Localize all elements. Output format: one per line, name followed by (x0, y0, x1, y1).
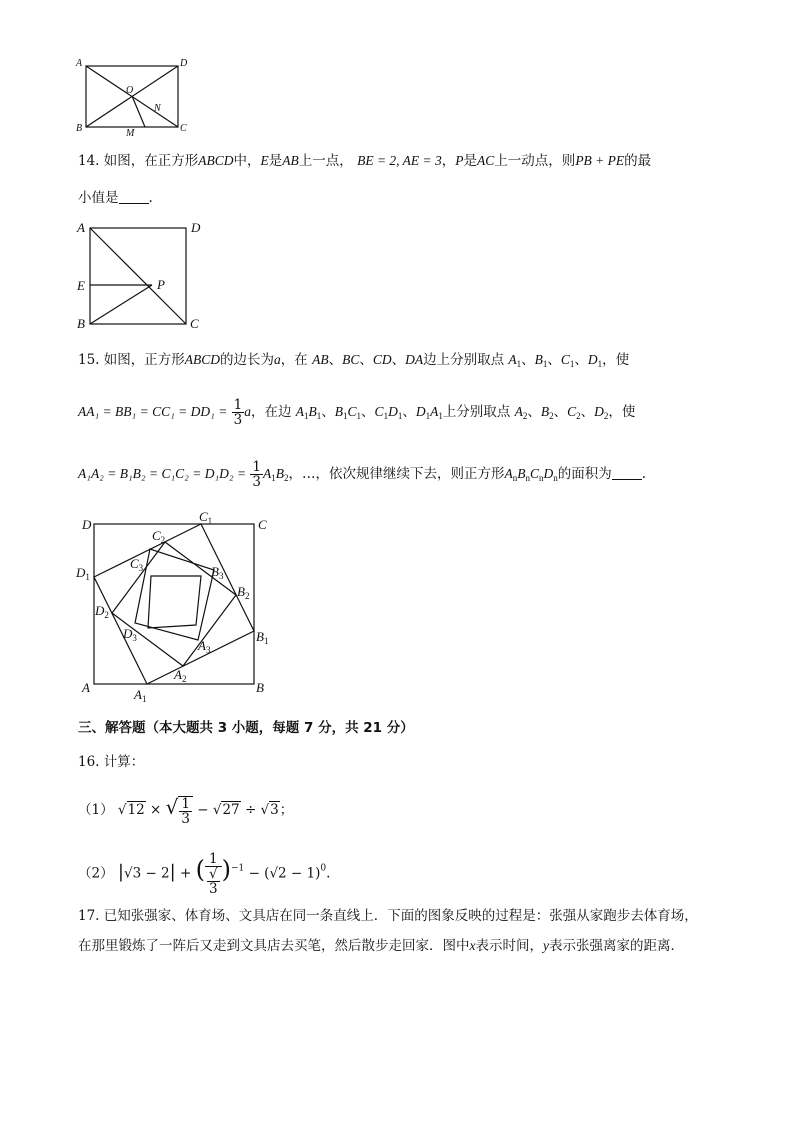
diagonal-ac (90, 228, 186, 324)
fraction-denominator: 3 (233, 412, 243, 428)
label-d1 (75, 565, 90, 582)
exponent: −1 (230, 863, 245, 874)
label-letter: A (198, 638, 206, 653)
q14-text: 中， (233, 153, 261, 169)
q17-text: 已知张强家、体育场、文具店在同一条直线上．下面的图象反映的过程是：张强从家跑步去体育场， (103, 908, 698, 924)
q15-equation-2: A₁A₂ = B₁B₂ = C₁C₂ = D₁D₂ = (78, 466, 247, 481)
q14-text: 是 (463, 153, 478, 169)
operator: × (149, 802, 162, 818)
operator: ÷ (244, 802, 257, 818)
fraction-denominator: √ 3 (209, 866, 218, 897)
operator: + (180, 865, 192, 882)
radicand: 27 (222, 802, 240, 818)
segment-bp (90, 285, 152, 324)
radicand: 3 (270, 802, 279, 818)
abs-bar: | (169, 861, 176, 883)
fraction-denominator: 3 (252, 474, 261, 490)
point-c2: $C_2$ (567, 404, 581, 421)
question-16-title (78, 752, 718, 772)
label-d3 (122, 626, 137, 643)
label-subscript: 1 (85, 572, 90, 582)
label-subscript: 3 (205, 645, 211, 655)
segment-a1b2: $A_1B_2$ (263, 466, 289, 483)
label-a2 (173, 667, 186, 684)
square-inner (148, 576, 201, 628)
part-label: （1） (78, 802, 114, 818)
radicand: 3 (209, 881, 218, 897)
question-number: 15. (78, 352, 100, 368)
label-b1 (256, 629, 268, 646)
q15-text: ，使 (608, 404, 636, 420)
label-subscript: 2 (104, 610, 109, 620)
label-n: N (154, 103, 161, 114)
side-c1d1: $C_1D_1$ (374, 404, 403, 421)
q15-text: 如图，正方形 (103, 352, 185, 368)
point-a2: $A_2$ (514, 404, 528, 421)
q14-text: . (148, 190, 153, 206)
label-a: A (82, 680, 90, 695)
fraction-numerator: 1 (205, 852, 222, 867)
side-b1c1: $B_1C_1$ (334, 404, 362, 421)
label-p: P (157, 277, 165, 292)
question-15-line-3 (78, 460, 718, 489)
point-b2: $B_2$ (540, 404, 554, 421)
label-subscript: 1 (263, 636, 269, 646)
section-3-heading: 三、解答题（本大题共 3 小题，每题 7 分，共 21 分） (78, 720, 414, 736)
label-a: A (76, 58, 83, 69)
label-letter: A (134, 687, 142, 702)
q15-text: ，在边 (250, 404, 292, 420)
q17-text: 表示张强离家的距离． (549, 938, 684, 954)
part-label: （2） (78, 865, 114, 882)
paren-expression: (√2 − 1) (264, 865, 321, 882)
label-a1 (133, 687, 146, 704)
q15-sep: 、 (321, 404, 335, 420)
label-subscript: 2 (244, 591, 250, 601)
abs-content: √3 − 2 (123, 865, 170, 882)
operator: − (197, 802, 209, 818)
label-o: O (126, 85, 134, 96)
question-14-line-1 (78, 151, 718, 171)
label-letter: C (130, 556, 139, 571)
label-letter: B (256, 629, 264, 644)
q15-sep: 、 (521, 352, 535, 368)
fraction-one-over-sqrt3 (205, 852, 222, 896)
q14-condition: BE = 2, AE = 3 (357, 153, 442, 168)
q15-sep: 、 (361, 404, 375, 420)
q15-square: ABCD (184, 352, 221, 367)
question-number: 17. (78, 908, 100, 924)
radicand: 12 (127, 802, 145, 818)
label-d: D (180, 58, 188, 69)
label-c1 (199, 509, 212, 526)
label-c: C (190, 316, 199, 331)
question-15-line-2 (78, 398, 718, 427)
q15-side-bc: BC (342, 352, 360, 367)
q15-sep: 、 (547, 352, 561, 368)
sqrt-3: √3 (260, 802, 279, 818)
label-letter: B (211, 564, 219, 579)
label-d: D (82, 517, 92, 532)
abs-bar: | (117, 861, 124, 883)
figure-square-pe (70, 215, 210, 335)
fraction-numerator: 1 (252, 459, 261, 475)
q15-equation-1: AA₁ = BB₁ = CC₁ = DD₁ = (78, 404, 228, 419)
label-b: B (256, 680, 264, 695)
question-17-line-1 (78, 906, 718, 926)
question-16-part-2 (78, 852, 718, 896)
q15-text: . (641, 466, 647, 482)
question-number: 16. (78, 754, 100, 770)
question-17-line-2 (78, 936, 718, 956)
q14-segment-ab: AB (282, 153, 299, 168)
fraction-one-third (232, 398, 245, 427)
point-a1: $A_1$ (508, 352, 522, 369)
q15-text: 的面积为 (557, 466, 612, 482)
question-14-line-2 (78, 188, 718, 208)
q15-sep: 、 (527, 404, 541, 420)
label-m: M (126, 128, 135, 139)
label-letter: B (237, 584, 245, 599)
point-c1: $C_1$ (560, 352, 575, 369)
label-letter: C (199, 509, 208, 524)
q14-expression: PB + PE (575, 153, 625, 168)
fraction-denominator: 3 (181, 810, 190, 827)
fraction-numerator: 1 (233, 397, 243, 413)
exponent: 0 (320, 863, 327, 874)
fraction-numerator: 1 (181, 795, 190, 812)
sqrt-12: √12 (117, 802, 145, 818)
q14-text: 上一动点，则 (494, 153, 576, 169)
q14-point-e: E (260, 153, 269, 168)
q14-segment-ac: AC (477, 153, 495, 168)
question-16-part-1 (78, 792, 718, 826)
question-number: 14. (78, 153, 100, 169)
punctuation: ； (279, 802, 294, 818)
q15-var-a: a (244, 404, 251, 419)
q17-text: 在那里锻炼了一阵后又走到文具店去买笔，然后散步走回家．图中 (78, 938, 470, 954)
q14-text: 上一点， (298, 153, 353, 169)
q14-text: 是 (268, 153, 283, 169)
label-subscript: 3 (132, 633, 137, 643)
label-subscript: 2 (160, 535, 166, 545)
q17-var-x: x (469, 938, 476, 953)
q15-text: 上分别取点 (442, 404, 511, 420)
q15-side-ab: AB (312, 352, 329, 367)
label-letter: D (95, 603, 105, 618)
q15-sep: 、 (402, 404, 416, 420)
label-subscript: 3 (218, 571, 224, 581)
punctuation: . (326, 865, 331, 882)
q15-side-cd: CD (372, 352, 392, 367)
label-b2 (237, 584, 249, 601)
q16-title: 计算： (103, 754, 145, 770)
q15-text: ，…，依次规律继续下去，则正方形 (288, 466, 505, 482)
label-a3 (197, 638, 211, 655)
label-c3 (130, 556, 144, 573)
q15-sep: 、 (359, 352, 373, 368)
label-subscript: 1 (207, 516, 213, 526)
q15-text: 边上分别取点 (423, 352, 505, 368)
label-subscript: 3 (138, 563, 144, 573)
label-c: C (258, 517, 267, 532)
q15-text: 的边长为 (220, 352, 275, 368)
q15-sep: 、 (328, 352, 343, 368)
label-d: D (191, 220, 201, 235)
point-d2: $D_2$ (594, 404, 609, 421)
figure-nested-squares (70, 505, 290, 710)
q17-text: 表示时间， (475, 938, 543, 954)
label-b: B (76, 123, 83, 134)
answer-blank (119, 189, 149, 204)
figure-rectangle-diagonals (70, 55, 200, 140)
label-letter: D (123, 626, 133, 641)
q15-side-da: DA (405, 352, 424, 367)
label-c: C (180, 123, 187, 134)
q15-text: ，使 (602, 352, 630, 368)
q14-text: 小值是 (78, 190, 119, 206)
point-b1: $B_1$ (534, 352, 548, 369)
paren-open: ( (195, 855, 206, 884)
label-subscript: 2 (181, 674, 187, 684)
operator: − (248, 865, 260, 882)
point-d1: $D_1$ (587, 352, 603, 369)
question-15-line-1 (78, 350, 718, 370)
q15-var-a: a (274, 352, 281, 367)
label-letter: D (76, 565, 86, 580)
label-e: E (77, 278, 85, 293)
side-a1b1: $A_1B_1$ (295, 404, 322, 421)
square-anbncndn: $A_nB_nC_nD_n$ (504, 466, 558, 483)
fraction-one-third (250, 460, 263, 489)
paren-close: ) (221, 855, 231, 884)
label-b: B (77, 316, 85, 331)
q15-sep: 、 (553, 404, 568, 420)
label-a: A (77, 220, 85, 235)
fraction-one-third (178, 796, 193, 826)
q17-var-y: y (543, 938, 549, 953)
q14-text: 如图，在正方形 (103, 153, 199, 169)
label-letter: C (152, 528, 161, 543)
q15-sep: 、 (580, 404, 595, 420)
label-c2 (152, 528, 165, 545)
label-letter: A (174, 667, 182, 682)
sqrt-one-third: √ (165, 795, 179, 819)
answer-blank (612, 465, 642, 480)
q14-square: ABCD (198, 153, 234, 168)
q14-text: ， (441, 153, 456, 169)
sqrt-27: √27 (212, 802, 240, 818)
q15-sep: 、 (574, 352, 588, 368)
label-subscript: 1 (141, 694, 147, 704)
side-d1a1: $D_1A_1$ (415, 404, 443, 421)
q15-text: ，在 (280, 352, 308, 368)
label-d2 (94, 603, 109, 620)
q14-point-p: P (455, 153, 464, 168)
q15-sep: 、 (391, 352, 406, 368)
q14-text: 的最 (624, 153, 652, 169)
